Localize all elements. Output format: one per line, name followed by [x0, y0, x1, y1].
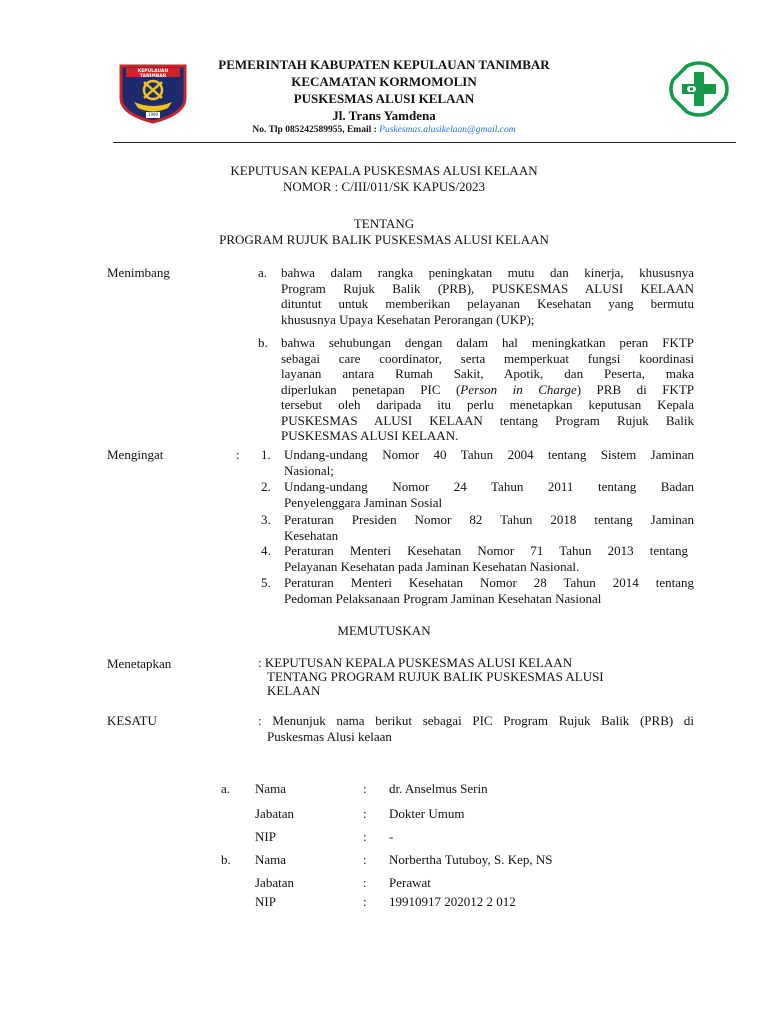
pic-a-name-label: Nama: [255, 781, 287, 796]
decree-title: KEPUTUSAN KEPALA PUSKESMAS ALUSI KELAAN: [230, 163, 538, 178]
pic-b-jabatan-colon: :: [363, 875, 367, 890]
pic-a-nip-value: -: [389, 829, 394, 844]
pic-b-name-label: Nama: [255, 852, 287, 867]
decree-number: NOMOR : C/III/011/SK KAPUS/2023: [282, 179, 486, 194]
kesatu-text: [258, 713, 694, 744]
header-puskesmas: PUSKESMAS ALUSI KELAAN: [293, 91, 475, 106]
pic-b-nip-value: 19910917 202012 2 012: [389, 894, 516, 909]
text-line: Program Rujuk Balik (PRB), PUSKESMAS ALUSI KELAAN: [281, 280, 694, 296]
pic-b-nip-colon: :: [363, 894, 367, 909]
text-line: KELAAN: [267, 683, 321, 698]
menimbang-b-text: [281, 335, 694, 444]
pic-a-jabatan-colon: :: [363, 806, 367, 821]
menetapkan-label: Menetapkan: [107, 656, 172, 671]
pic-a-marker: a.: [221, 781, 231, 796]
pic-b-name-value: Norbertha Tutuboy, S. Kep, NS: [389, 852, 553, 867]
pic-italic: Person in Charge: [460, 381, 577, 397]
text-line: bahwa dalam rangka peningkatan mutu dan kinerja, khususnya: [281, 265, 694, 280]
text-line: tersebut oleh daripada itu perlu menetapkan keputusan Kepala: [281, 397, 694, 412]
pic-b-marker: b.: [221, 852, 231, 867]
decree-subject: PROGRAM RUJUK BALIK PUSKESMAS ALUSI KELAAN: [219, 232, 549, 247]
pic-b-nip-label: NIP: [255, 894, 276, 909]
header-address: Jl. Trans Yamdena: [332, 108, 436, 123]
menimbang-a-marker: a.: [258, 265, 268, 280]
memutuskan-heading: MEMUTUSKAN: [337, 623, 431, 638]
text-line: Peraturan Menteri Kesehatan Nomor 28 Tahun 2014 tentang: [284, 575, 694, 590]
pic-pre: diperlukan penetapan PIC (: [281, 381, 461, 397]
mengingat-1-marker: 1.: [261, 447, 271, 462]
pic-b-name-colon: :: [363, 852, 367, 867]
pic-b-jabatan-value: Perawat: [389, 875, 431, 890]
mengingat-4-marker: 4.: [261, 543, 271, 558]
pic-a-jabatan-label: Jabatan: [255, 806, 294, 821]
mengingat-colon: :: [236, 447, 240, 462]
text-line: Undang-undang Nomor 24 Tahun 2011 tentang Badan: [284, 479, 694, 494]
text-line: [281, 382, 694, 398]
text-line: PUSKESMAS ALUSI KELAAN.: [281, 428, 459, 443]
header-contact: [0, 122, 768, 139]
text-line: Kesehatan: [284, 527, 339, 543]
header-email[interactable]: Puskesmas.alusikelaan@gmail.com: [379, 125, 516, 135]
pic-a-jabatan-value: Dokter Umum: [389, 806, 465, 821]
text-line: Pedoman Pelaksanaan Program Jaminan Kesehatan Nasional: [284, 590, 602, 606]
mengingat-label: Mengingat: [107, 447, 164, 462]
text-line: Penyelenggara Jaminan Sosial: [284, 494, 443, 510]
header-divider: [113, 142, 736, 143]
text-line: khususnya Upaya Kesehatan Perorangan (UKP);: [281, 311, 535, 327]
text-line: Peraturan Presiden Nomor 82 Tahun 2018 tentang Jaminan: [284, 512, 694, 527]
menetapkan-text: [258, 656, 698, 698]
header-district: KECAMATAN KORMOMOLIN: [291, 74, 477, 89]
mengingat-3-marker: 3.: [261, 512, 271, 527]
mengingat-2-text: [284, 479, 694, 510]
pic-a-nip-label: NIP: [255, 829, 276, 844]
text-line: PUSKESMAS ALUSI KELAAN tentang Program Rujuk Balik: [281, 412, 694, 428]
pic-a-name-colon: :: [363, 781, 367, 796]
menimbang-a-text: [281, 265, 694, 327]
pic-post: ) PRB di FKTP: [576, 381, 694, 397]
regency-logo-text: KEPULAUAN TANIMBAR: [137, 69, 169, 79]
text-line: Puskesmas Alusi kelaan: [267, 728, 392, 744]
text-line: : Menunjuk nama berikut sebagai PIC Program Rujuk Balik (PRB) di: [258, 713, 694, 728]
text-line: Undang-undang Nomor 40 Tahun 2004 tentang Sistem Jaminan: [284, 447, 694, 462]
header-government: PEMERINTAH KABUPATEN KEPULAUAN TANIMBAR: [218, 57, 550, 72]
mengingat-4-text: [284, 543, 688, 574]
text-line: layanan antara Rumah Sakit, Apotik, dan Peserta, maka: [281, 366, 694, 381]
text-line: dituntut untuk memberikan pelayanan Kesehatan yang bermutu: [281, 296, 694, 311]
text-line: Pelayanan Kesehatan pada Jaminan Kesehatan Nasional.: [284, 558, 580, 574]
mengingat-5-marker: 5.: [261, 575, 271, 590]
mengingat-5-text: [284, 575, 694, 606]
text-line: TENTANG PROGRAM RUJUK BALIK PUSKESMAS ALUSI: [267, 669, 604, 684]
regency-logo-year: 1999: [147, 112, 159, 117]
tentang-heading: TENTANG: [353, 216, 415, 231]
header-phone: No. Tlp 085242589955, Email :: [252, 125, 380, 135]
pic-a-name-value: dr. Anselmus Serin: [389, 781, 488, 796]
mengingat-2-marker: 2.: [261, 479, 271, 494]
text-line: : KEPUTUSAN KEPALA PUSKESMAS ALUSI KELAAN: [258, 655, 573, 670]
menimbang-b-marker: b.: [258, 335, 268, 350]
pic-a-nip-colon: :: [363, 829, 367, 844]
pic-b-jabatan-label: Jabatan: [255, 875, 294, 890]
menimbang-label: Menimbang: [107, 265, 170, 280]
text-line: Peraturan Menteri Kesehatan Nomor 71 Tahun 2013 tentang: [284, 543, 688, 558]
mengingat-1-text: [284, 447, 694, 478]
kesatu-label: KESATU: [107, 713, 157, 728]
mengingat-3-text: [284, 512, 694, 543]
text-line: sebagai care coordinator, serta memperkuat fungsi koordinasi: [281, 350, 694, 366]
text-line: bahwa sehubungan dengan dalam hal meningkatkan peran FKTP: [281, 335, 694, 350]
text-line: Nasional;: [284, 462, 334, 478]
